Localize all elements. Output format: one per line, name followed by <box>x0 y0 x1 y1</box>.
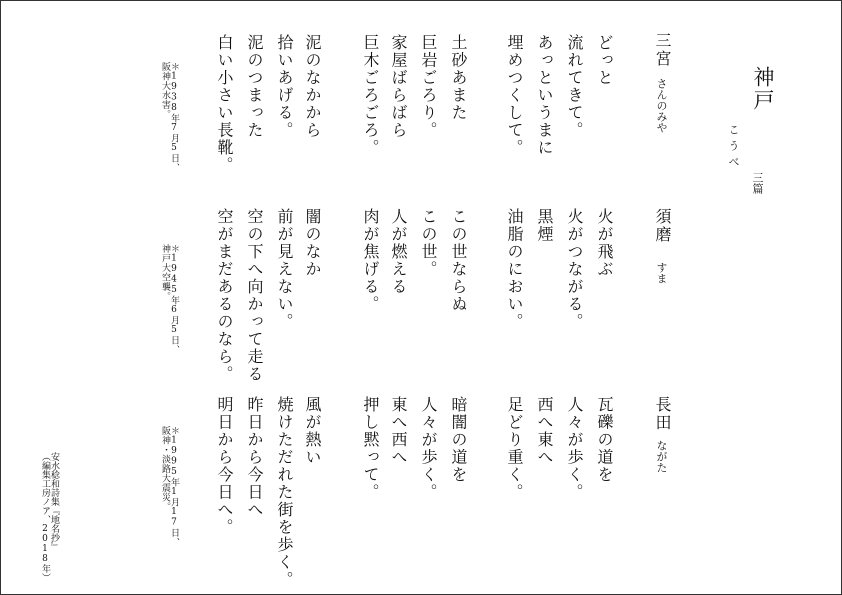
poem-1-note-date: ＊1938年7月5日、 <box>169 62 179 173</box>
poem-3-note-event: 阪神・淡路大震災。 <box>160 426 170 512</box>
poem-2-line-1: 火が飛ぶ <box>595 208 614 278</box>
poem-2-line-7: この世。 <box>419 208 438 278</box>
poem-3-line-8: 東へ西へ <box>389 396 408 466</box>
poem-3-line-7: 人々が歩く。 <box>419 396 438 501</box>
poem-2-line-3: 黒煙 <box>535 208 554 243</box>
poem-3-line-11: 風が熱い <box>303 396 322 466</box>
poem-2-note <box>160 244 178 355</box>
poem-2-line-4: 油脂のにおい。 <box>505 208 524 331</box>
poem-1-reading: さんのみや <box>655 78 668 133</box>
poem-1-line-14: 白い小さい長靴。 <box>215 34 234 174</box>
poem-2-line-14: 空がまだあるのなら。 <box>215 208 234 383</box>
poem-2-line-9: 肉が焦げる。 <box>361 208 380 313</box>
poem-3-line-13: 昨日から今日へ <box>245 396 264 519</box>
poem-1-line-8: 家屋ばらばら <box>389 34 408 139</box>
poem-3-line-6: 暗闇の道を <box>449 396 468 484</box>
poem-1-line-9: 巨木ごろごろ。 <box>361 34 380 157</box>
poem-1-line-12: 拾いあげる。 <box>275 34 294 139</box>
poem-1-note-event: 阪神大水害。 <box>160 62 170 119</box>
poem-1-place: 三宮 <box>653 32 672 68</box>
source-credit-title: 安水稔和詩集『地名抄』 <box>49 452 59 551</box>
title-reading: こうべ <box>727 124 740 172</box>
poem-1-line-1: どっと <box>595 34 614 87</box>
poem-2-note-date: ＊1945年6月5日、 <box>169 244 179 355</box>
poem-3-line-3: 西へ東へ <box>535 396 554 466</box>
poem-1-line-11: 泥のなかから <box>303 34 322 139</box>
poem-1-line-7: 巨岩ごろり。 <box>419 34 438 139</box>
poem-1-note <box>160 62 178 173</box>
poem-1-line-4: 埋めつくして。 <box>505 34 524 157</box>
poem-2-line-11: 闇のなか <box>303 208 322 278</box>
poem-1-line-6: 土砂あまた <box>449 34 468 122</box>
poem-1-line-3: あっというまに <box>535 34 554 157</box>
source-credit <box>40 452 58 582</box>
poem-3-line-2: 人々が歩く。 <box>565 396 584 501</box>
poem-2-line-2: 火がつながる。 <box>565 208 584 331</box>
poem-3-line-4: 足どり重く。 <box>505 396 524 501</box>
poem-3-reading: ながた <box>655 440 668 473</box>
poem-2-line-6: この世ならぬ <box>449 208 468 313</box>
poem-2-line-8: 人が燃える <box>389 208 408 296</box>
poem-3-line-9: 押し黙って。 <box>361 396 380 501</box>
poem-2-line-12: 前が見えない。 <box>275 208 294 331</box>
poem-2-reading: すま <box>655 262 668 284</box>
subtitle: 三篇 <box>751 172 764 194</box>
poem-1-line-13: 泥のつまった <box>245 34 264 139</box>
poem-3-note <box>160 426 178 547</box>
poem-2-note-event: 神戸大空襲。 <box>160 244 170 301</box>
source-credit-publisher: （編集工房ノア、2018年） <box>40 452 50 582</box>
poem-title: 神戸 <box>751 66 775 112</box>
poem-3-note-date: ＊1995年1月17日、 <box>169 426 179 547</box>
poem-3-place: 長田 <box>653 396 672 432</box>
poem-1-line-2: 流れてきて。 <box>565 34 584 139</box>
poem-2-line-13: 空の下へ向かって走る <box>245 208 264 383</box>
poem-3-line-14: 明日から今日へ。 <box>215 396 234 536</box>
poem-3-line-1: 瓦礫の道を <box>595 396 614 484</box>
poem-2-place: 須磨 <box>653 208 672 244</box>
poem-3-line-12: 焼けただれた街を歩く。 <box>275 396 294 589</box>
